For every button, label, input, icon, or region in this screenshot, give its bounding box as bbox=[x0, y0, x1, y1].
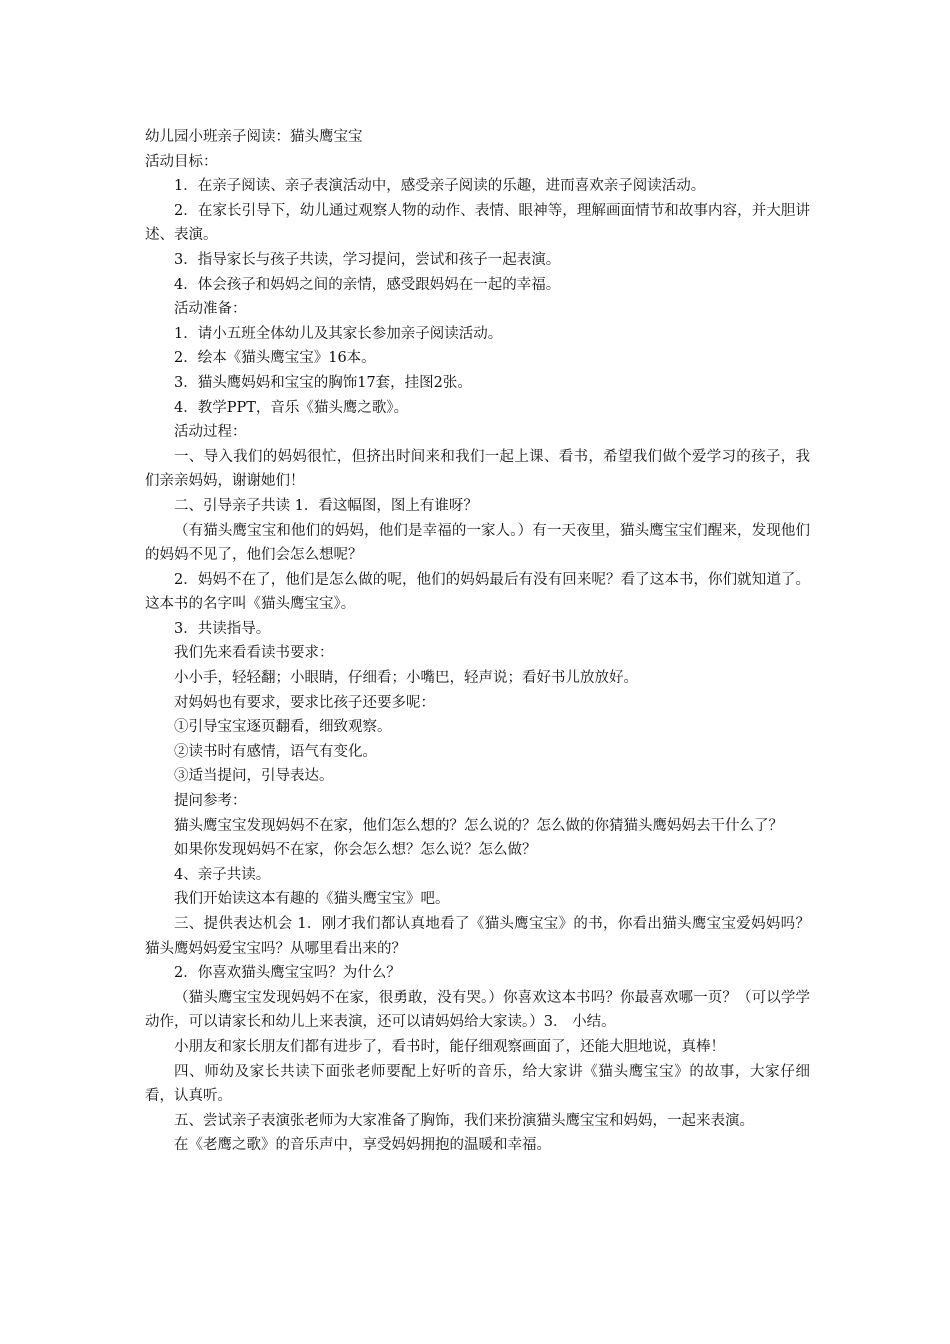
paragraph: 五、尝试亲子表演张老师为大家准备了胸饰，我们来扮演猫头鹰宝宝和妈妈，一起来表演。 bbox=[174, 1112, 754, 1129]
document-body bbox=[145, 150, 810, 1158]
document-title: 幼儿园小班亲子阅读：猫头鹰宝宝 bbox=[145, 129, 363, 145]
paragraph: 活动准备： bbox=[174, 301, 247, 318]
paragraph: （有猫头鹰宝宝和他们的妈妈，他们是幸福的一家人。）有一天夜里，猫头鹰宝宝们醒来，发现他们的妈妈不见了，他们会怎么想呢？ bbox=[145, 522, 810, 564]
paragraph: 3．指导家长与孩子共读，学习提问，尝试和孩子一起表演。 bbox=[174, 251, 561, 268]
paragraph: 我们开始读这本有趣的《猫头鹰宝宝》吧。 bbox=[174, 891, 450, 908]
paragraph: 4、亲子共读。 bbox=[174, 866, 271, 883]
paragraph: 猫头鹰宝宝发现妈妈不在家，他们怎么想的？怎么说的？怎么做的你猜猫头鹰妈妈去干什么了？ bbox=[174, 817, 783, 834]
paragraph: 活动过程： bbox=[174, 424, 247, 441]
paragraph: 二、引导亲子共读 1．看这幅图，图上有谁呀？ bbox=[174, 497, 478, 514]
paragraph: 4．体会孩子和妈妈之间的亲情，感受跟妈妈在一起的幸福。 bbox=[174, 276, 561, 293]
paragraph: ②读书时有感情，语气有变化。 bbox=[174, 743, 377, 760]
document-page bbox=[145, 125, 810, 1158]
paragraph: 1．在亲子阅读、亲子表演活动中，感受亲子阅读的乐趣，进而喜欢亲子阅读活动。 bbox=[174, 178, 706, 195]
paragraph: ③适当提问，引导表达。 bbox=[174, 768, 334, 785]
paragraph: 小朋友和家长朋友们都有进步了，看书时，能仔细观察画面了，还能大胆地说，真棒！ bbox=[174, 1038, 725, 1055]
paragraph: 提问参考： bbox=[174, 793, 247, 810]
paragraph: 小小手，轻轻翻；小眼睛，仔细看；小嘴巴，轻声说；看好书儿放放好。 bbox=[174, 670, 638, 687]
paragraph: 一、导入我们的妈妈很忙，但挤出时间来和我们一起上课、看书，希望我们做个爱学习的孩子，我们亲亲妈妈，谢谢她们！ bbox=[145, 448, 810, 490]
paragraph: 在《老鹰之歌》的音乐声中，享受妈妈拥抱的温暖和幸福。 bbox=[174, 1137, 551, 1154]
paragraph: 2．你喜欢猫头鹰宝宝吗？为什么？ bbox=[174, 965, 401, 982]
paragraph: ①引导宝宝逐页翻看，细致观察。 bbox=[174, 719, 392, 736]
paragraph: 如果你发现妈妈不在家，你会怎么想？怎么说？怎么做？ bbox=[174, 842, 537, 859]
paragraph: （猫头鹰宝宝发现妈妈不在家，很勇敢，没有哭。）你喜欢这本书吗？你最喜欢哪一页？（可以学学动作，可以请家长和幼儿上来表演，还可以请妈妈给大家读。）3． 小结。 bbox=[145, 989, 810, 1031]
paragraph: 4．教学PPT，音乐《猫头鹰之歌》。 bbox=[174, 399, 409, 416]
paragraph: 2．妈妈不在了，他们是怎么做的呢，他们的妈妈最后有没有回来呢？看了这本书，你们就知道了。这本书的名字叫《猫头鹰宝宝》。 bbox=[145, 571, 810, 613]
paragraph: 3．共读指导。 bbox=[174, 620, 271, 637]
paragraph: 四、师幼及家长共读下面张老师要配上好听的音乐，给大家讲《猫头鹰宝宝》的故事，大家仔细看，认真听。 bbox=[145, 1063, 810, 1105]
paragraph: 1．请小五班全体幼儿及其家长参加亲子阅读活动。 bbox=[174, 325, 503, 342]
paragraph: 3．猫头鹰妈妈和宝宝的胸饰17套，挂图2张。 bbox=[174, 374, 472, 391]
paragraph: 2．在家长引导下，幼儿通过观察人物的动作、表情、眼神等，理解画面情节和故事内容，并大胆讲述、表演。 bbox=[145, 202, 810, 244]
paragraph: 活动目标： bbox=[145, 153, 218, 170]
paragraph: 对妈妈也有要求，要求比孩子还要多呢： bbox=[174, 694, 435, 711]
paragraph: 我们先来看看读书要求： bbox=[174, 645, 334, 662]
paragraph: 三、提供表达机会 1．刚才我们都认真地看了《猫头鹰宝宝》的书，你看出猫头鹰宝宝爱妈妈吗？猫头鹰妈妈爱宝宝吗？从哪里看出来的？ bbox=[145, 916, 810, 957]
paragraph: 2．绘本《猫头鹰宝宝》16本。 bbox=[174, 350, 376, 367]
